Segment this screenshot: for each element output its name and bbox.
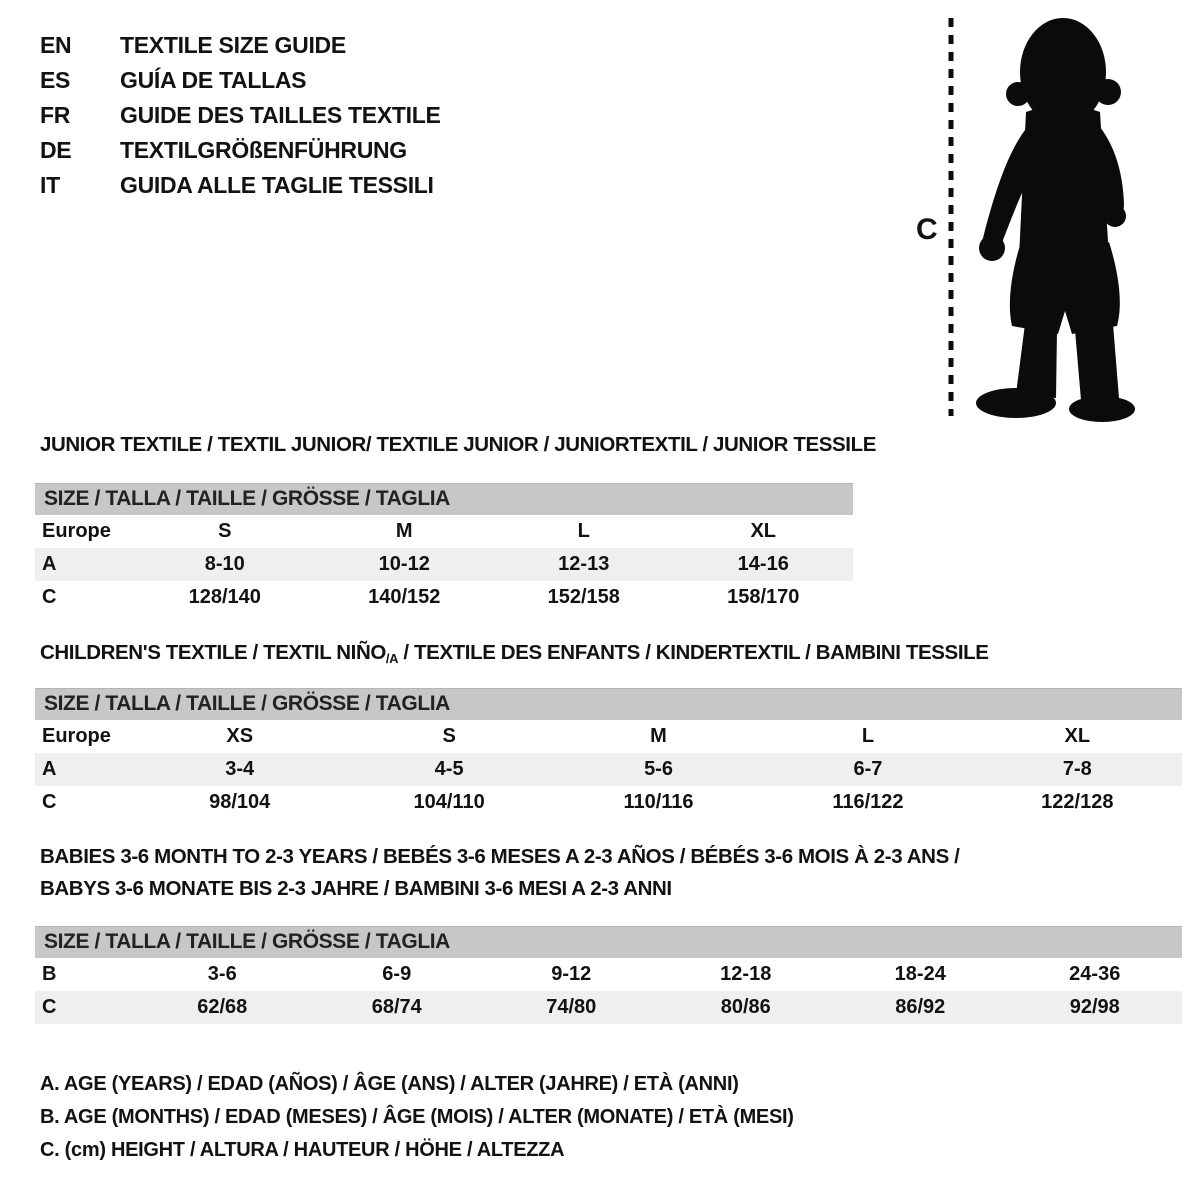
toddler-silhouette-figure	[938, 10, 1142, 424]
table-cell: 152/158	[547, 586, 620, 608]
language-title: GUÍA DE TALLAS	[120, 67, 307, 93]
table-cell: 116/122	[832, 791, 904, 813]
table-cell: 92/98	[1069, 996, 1120, 1018]
table-cell: 7-8	[1062, 758, 1092, 780]
table-cell: 24-36	[1069, 963, 1121, 985]
measure-legend	[40, 1068, 794, 1167]
table-row-c	[35, 991, 1182, 1024]
babies-size-table	[35, 926, 1182, 1024]
language-row-fr	[40, 98, 441, 133]
language-code: FR	[40, 102, 71, 128]
table-cell: XS	[226, 725, 254, 747]
table-cell: 158/170	[727, 586, 800, 608]
babies-section-heading-line1: BABIES 3-6 MONTH TO 2-3 YEARS / BEBÉS 3-6 MESES A 2-3 AÑOS / BÉBÉS 3-6 MOIS À 2-3 ANS /	[40, 845, 960, 868]
junior-size-table	[35, 483, 853, 614]
table-cell: 10-12	[378, 553, 430, 575]
row-label: A	[42, 758, 57, 780]
table-row-a	[35, 548, 853, 581]
language-title: TEXTILE SIZE GUIDE	[120, 32, 346, 58]
children-heading-sub: /A	[385, 651, 399, 666]
language-title: GUIDE DES TAILLES TEXTILE	[120, 102, 441, 128]
table-cell: 110/116	[623, 791, 694, 813]
table-cell: 14-16	[737, 553, 789, 575]
table-row-a	[35, 753, 1182, 786]
language-title-list	[40, 28, 441, 203]
table-cell: L	[861, 725, 875, 747]
language-code: EN	[40, 32, 72, 58]
language-title: TEXTILGRÖßENFÜHRUNG	[120, 137, 407, 163]
table-cell: 86/92	[895, 996, 946, 1018]
language-code: DE	[40, 137, 72, 163]
table-cell: 62/68	[197, 996, 248, 1018]
table-cell: 104/110	[413, 791, 485, 813]
language-title: GUIDA ALLE TAGLIE TESSILI	[120, 172, 434, 198]
size-header-bar: SIZE / TALLA / TAILLE / GRÖSSE / TAGLIA	[35, 483, 853, 515]
row-label: Europe	[42, 725, 111, 747]
language-row-de	[40, 133, 441, 168]
legend-line-a: A. AGE (YEARS) / EDAD (AÑOS) / ÂGE (ANS) / ALTER (JAHRE) / ETÀ (ANNI)	[40, 1073, 739, 1095]
row-label: A	[42, 553, 57, 575]
table-cell: 74/80	[546, 996, 597, 1018]
table-row-europe	[35, 720, 1182, 753]
table-cell: 3-6	[207, 963, 237, 985]
table-cell: 8-10	[204, 553, 245, 575]
table-cell: 12-13	[558, 553, 610, 575]
size-header-bar: SIZE / TALLA / TAILLE / GRÖSSE / TAGLIA	[35, 926, 1182, 958]
row-label: C	[42, 996, 57, 1018]
language-row-es	[40, 63, 441, 98]
junior-section-heading: JUNIOR TEXTILE / TEXTIL JUNIOR/ TEXTILE JUNIOR / JUNIORTEXTIL / JUNIOR TESSILE	[40, 433, 876, 456]
toddler-silhouette-icon	[976, 18, 1135, 422]
row-label: C	[42, 791, 57, 813]
children-size-table	[35, 688, 1182, 819]
table-cell: 6-9	[382, 963, 412, 985]
table-cell: M	[650, 725, 667, 747]
table-cell: 3-4	[225, 758, 255, 780]
language-row-en	[40, 28, 441, 63]
table-cell: L	[577, 520, 590, 542]
children-heading-suffix: / TEXTILE DES ENFANTS / KINDERTEXTIL / BAMBINI TESSILE	[398, 641, 989, 664]
language-row-it	[40, 168, 441, 203]
size-header-bar: SIZE / TALLA / TAILLE / GRÖSSE / TAGLIA	[35, 688, 1182, 720]
table-row-b	[35, 958, 1182, 991]
legend-line-c: C. (cm) HEIGHT / ALTURA / HAUTEUR / HÖHE / ALTEZZA	[40, 1139, 565, 1161]
table-cell: M	[395, 520, 413, 542]
table-cell: 12-18	[720, 963, 772, 985]
height-measure-label: C	[916, 213, 938, 246]
babies-section-heading-line2: BABYS 3-6 MONATE BIS 2-3 JAHRE / BAMBINI 3-6 MESI A 2-3 ANNI	[40, 877, 672, 900]
table-cell: 140/152	[368, 586, 441, 608]
legend-line-b: B. AGE (MONTHS) / EDAD (MESES) / ÂGE (MOIS) / ALTER (MONATE) / ETÀ (MESI)	[40, 1106, 794, 1128]
table-row-c	[35, 581, 853, 614]
table-cell: S	[442, 725, 456, 747]
children-section-heading	[40, 641, 989, 666]
table-row-c	[35, 786, 1182, 819]
table-cell: 122/128	[1041, 791, 1114, 813]
language-code: ES	[40, 67, 71, 93]
row-label: C	[42, 586, 57, 608]
table-row-europe	[35, 515, 853, 548]
row-label: Europe	[42, 520, 111, 542]
table-cell: 4-5	[434, 758, 464, 780]
table-cell: 98/104	[209, 791, 271, 813]
table-cell: 68/74	[371, 996, 422, 1018]
table-cell: 18-24	[894, 963, 946, 985]
children-heading-prefix: CHILDREN'S TEXTILE / TEXTIL NIÑO	[40, 641, 386, 664]
row-label: B	[42, 963, 57, 985]
table-cell: 5-6	[644, 758, 673, 780]
table-cell: 80/86	[720, 996, 771, 1018]
table-cell: XL	[1064, 725, 1091, 747]
table-cell: XL	[750, 520, 777, 542]
table-cell: 128/140	[188, 586, 261, 608]
table-cell: S	[218, 520, 232, 542]
table-cell: 9-12	[551, 963, 592, 985]
table-cell: 6-7	[853, 758, 883, 780]
language-code: IT	[40, 172, 60, 198]
